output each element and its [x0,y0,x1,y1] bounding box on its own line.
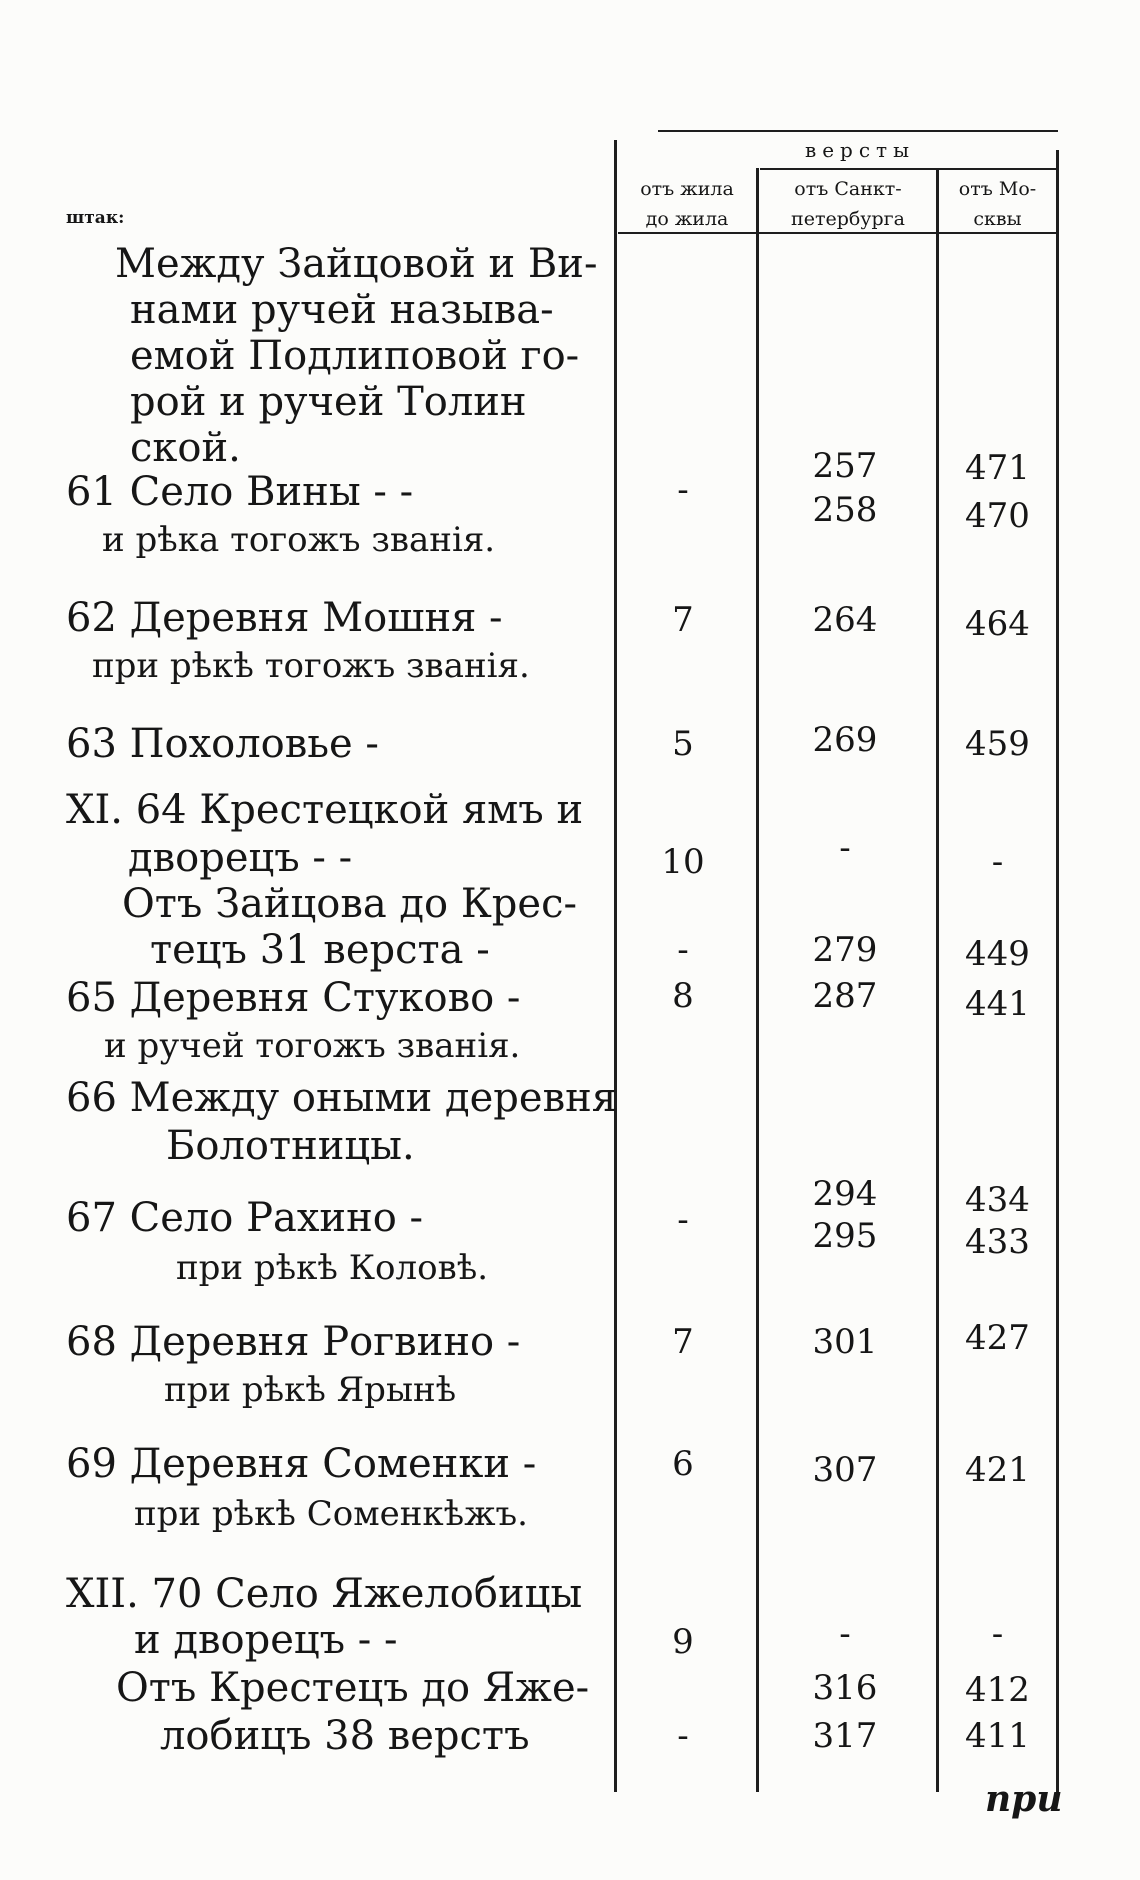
entry-text: Отъ Зайцова до Крес- [122,881,577,927]
cell-from-station: - [677,470,689,510]
cell-from-moscow: 449 [965,934,1030,974]
cell-from-petersburg: 258 [812,490,878,530]
cell-from-petersburg: 316 [812,1668,878,1708]
cell-from-petersburg: 307 [812,1450,878,1490]
entry-text: 62 Деревня Мошня - [66,595,503,641]
entry-text: Между Зайцовой и Ви- [115,241,598,287]
header-col-from-moscow-line: сквы [973,208,1022,230]
cell-from-moscow: 427 [965,1318,1030,1358]
header-col-from-station-line: до жила [645,208,729,230]
entry-text: 67 Село Рахино - [66,1195,424,1241]
entry-text: XII. 70 Село Яжелобицы [66,1571,583,1617]
entry-text: нами ручей называ- [130,287,554,333]
entry-text: 66 Между оными деревня [66,1075,617,1121]
cell-from-moscow: - [991,842,1004,882]
header-col-from-petersburg-line: отъ Санкт- [794,178,902,200]
entry-text: 65 Деревня Стуково - [66,975,521,1021]
entry-text: 61 Село Вины - - [66,469,414,515]
header-col-from-station [618,174,756,234]
cell-from-petersburg: 294 [812,1174,878,1214]
entry-text: Болотницы. [166,1123,415,1169]
cell-from-station: - [677,1716,689,1756]
entry-text: при рѣкѣ Ярынѣ [164,1370,457,1410]
entry-text: и рѣка тогожъ званія. [102,520,496,560]
cell-from-station: 7 [672,600,694,640]
header-col-from-petersburg [760,174,936,234]
cell-from-station: 5 [672,724,694,764]
entry-text: лобицъ 38 верстъ [160,1713,530,1759]
entry-text: 69 Деревня Соменки - [66,1441,537,1487]
cell-from-station: - [677,930,689,970]
header-col-from-moscow [940,174,1055,234]
catchword: при [985,1778,1063,1820]
entry-text: рой и ручей Толин [130,379,527,425]
entry-text: при рѣкѣ Соменкѣжъ. [134,1494,528,1534]
cell-from-moscow: 434 [965,1180,1030,1220]
cell-from-petersburg: 317 [812,1716,878,1756]
cell-from-petersburg: 279 [812,930,878,970]
column-rule-2 [936,168,939,1792]
entry-text: дворецъ - - [128,835,353,881]
cell-from-station: 6 [672,1444,694,1484]
cell-from-station: 8 [672,976,694,1016]
column-rule-left [614,140,617,1792]
entry-text: 63 Похоловье - [66,721,379,767]
column-rule-1 [756,168,759,1792]
cell-from-petersburg: 264 [812,600,878,640]
header-rule-top [658,130,1058,132]
cell-from-petersburg: 257 [812,446,878,486]
entry-text: Отъ Крестецъ до Яже- [116,1665,590,1711]
cell-from-station: 7 [672,1322,694,1362]
cell-from-moscow: 470 [965,496,1030,536]
running-head: штак: [66,208,125,228]
entry-text: и дворецъ - - [134,1617,398,1663]
cell-from-petersburg: 269 [812,720,878,760]
header-rule-group [760,168,1056,170]
cell-from-moscow: - [991,1614,1004,1654]
column-rule-right [1056,150,1059,1792]
entry-text: емой Подлиповой го- [130,333,580,379]
header-group-title: версты [804,138,916,162]
entry-text: XI. 64 Крестецкой ямъ и [66,787,584,833]
cell-from-petersburg: 295 [812,1216,878,1256]
entry-text: ской. [130,425,241,471]
cell-from-petersburg: - [839,828,851,868]
cell-from-moscow: 421 [965,1450,1030,1490]
entry-text: тецъ 31 верста - [150,927,490,973]
cell-from-petersburg: 287 [812,976,878,1016]
cell-from-moscow: 459 [965,724,1030,764]
entry-text: при рѣкѣ Коловѣ. [176,1248,489,1288]
cell-from-moscow: 441 [965,984,1030,1024]
entry-text: при рѣкѣ тогожъ званія. [92,646,530,686]
cell-from-station: 9 [672,1622,694,1662]
cell-from-station: - [677,1200,689,1240]
header-col-from-petersburg-line: петербурга [791,208,905,230]
cell-from-station: 10 [661,842,705,882]
cell-from-petersburg: - [839,1614,851,1654]
entry-text: 68 Деревня Рогвино - [66,1319,521,1365]
header-col-from-moscow-line: отъ Мо- [958,178,1037,200]
entry-text: и ручей тогожъ званія. [104,1026,521,1066]
header-col-from-station-line: отъ жила [640,178,734,200]
cell-from-moscow: 411 [965,1716,1030,1756]
cell-from-moscow: 412 [965,1670,1030,1710]
cell-from-moscow: 433 [965,1222,1030,1262]
cell-from-petersburg: 301 [812,1322,878,1362]
cell-from-moscow: 464 [965,604,1030,644]
cell-from-moscow: 471 [965,448,1030,488]
